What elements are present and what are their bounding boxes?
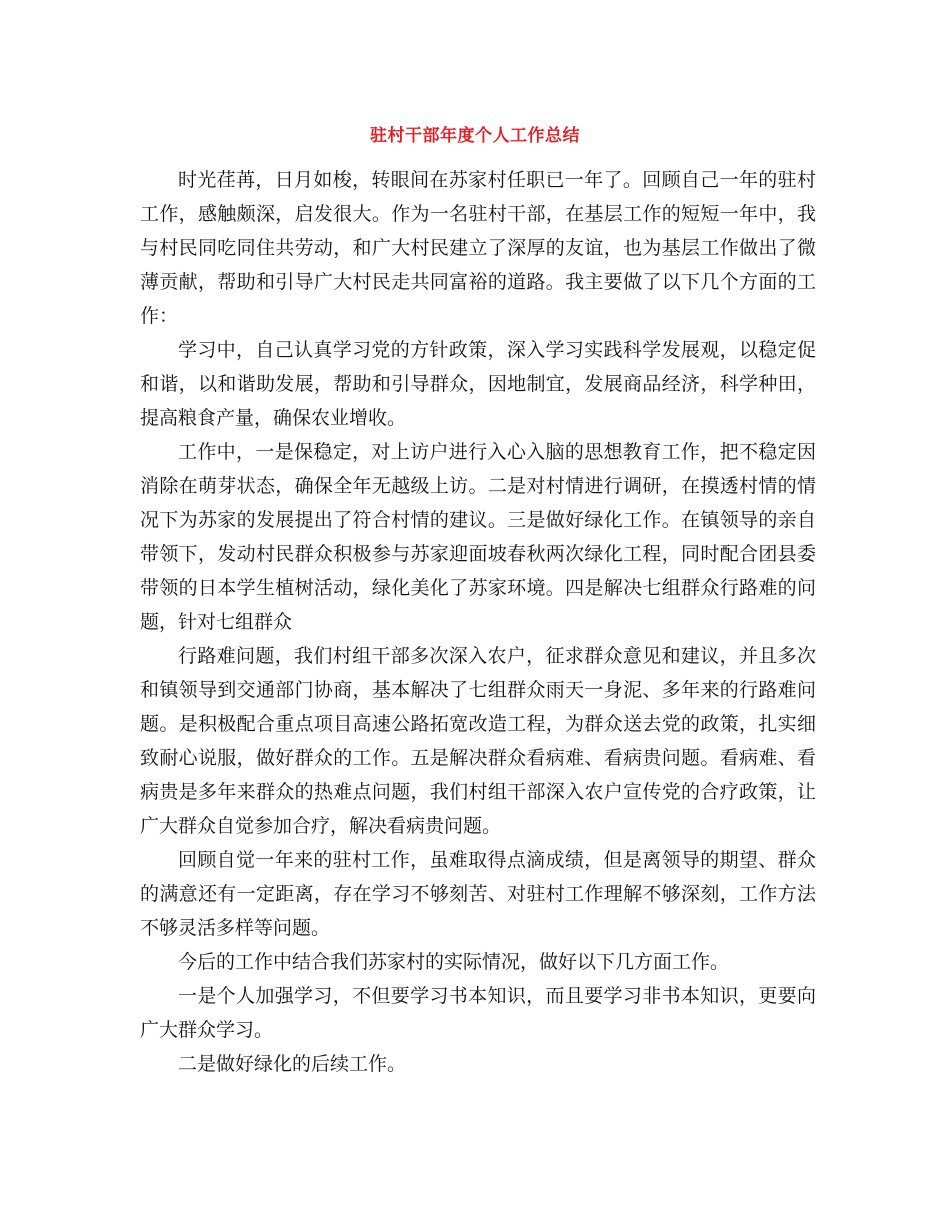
paragraph-work: 工作中，一是保稳定，对上访户进行入心入脑的思想教育工作，把不稳定因消除在萌芽状态，确保全年无越级上访。二是对村情进行调研，在摸透村情的情况下为苏家的发展提出了符合村情的建议。三是做好绿化工作。在镇领导的亲自带领下，发动村民群众积极参与苏家迎面坡春秋两次绿化工程，同时配合团县委带领的日本学生植树活动，绿化美化了苏家环境。四是解决七组群众行路难的问题，针对七组群众: [140, 441, 816, 633]
paragraph-review: 回顾自觉一年来的驻村工作，虽难取得点滴成绩，但是离领导的期望、群众的满意还有一定距离，存在学习不够刻苦、对驻村工作理解不够深刻，工作方法不够灵活多样等问题。: [140, 849, 816, 939]
paragraph-intro: 时光荏苒，日月如梭，转眼间在苏家村任职已一年了。回顾自己一年的驻村工作，感触颇深，启发很大。作为一名驻村干部，在基层工作的短短一年中，我与村民同吃同住共劳动，和广大村民建立了深厚的友谊，也为基层工作做出了微薄贡献，帮助和引导广大村民走共同富裕的道路。我主要做了以下几个方面的工作：: [140, 169, 816, 327]
paragraph-item-two: 二是做好绿化的后续工作。: [178, 1053, 407, 1075]
paragraph-study: 学习中，自己认真学习党的方针政策，深入学习实践科学发展观，以稳定促和谐，以和谐助发展，帮助和引导群众，因地制宜，发展商品经济，科学种田，提高粮食产量，确保农业增收。: [140, 339, 816, 429]
paragraph-road-problem: 行路难问题，我们村组干部多次深入农户，征求群众意见和建议，并且多次和镇领导到交通部门协商，基本解决了七组群众雨天一身泥、多年来的行路难问题。是积极配合重点项目高速公路拓宽改造工程，为群众送去党的政策，扎实细致耐心说服，做好群众的工作。五是解决群众看病难、看病贵问题。看病难、看病贵是多年来群众的热难点问题，我们村组干部深入农户宣传党的合疗政策，让广大群众自觉参加合疗，解决看病贵问题。: [140, 645, 816, 837]
document-title: 驻村干部年度个人工作总结: [370, 126, 580, 146]
document-body: [140, 163, 816, 1081]
paragraph-item-one: 一是个人加强学习，不但要学习书本知识，而且要学习非书本知识，更要向广大群众学习。: [140, 985, 816, 1041]
paragraph-future: 今后的工作中结合我们苏家村的实际情况，做好以下几方面工作。: [178, 951, 730, 973]
